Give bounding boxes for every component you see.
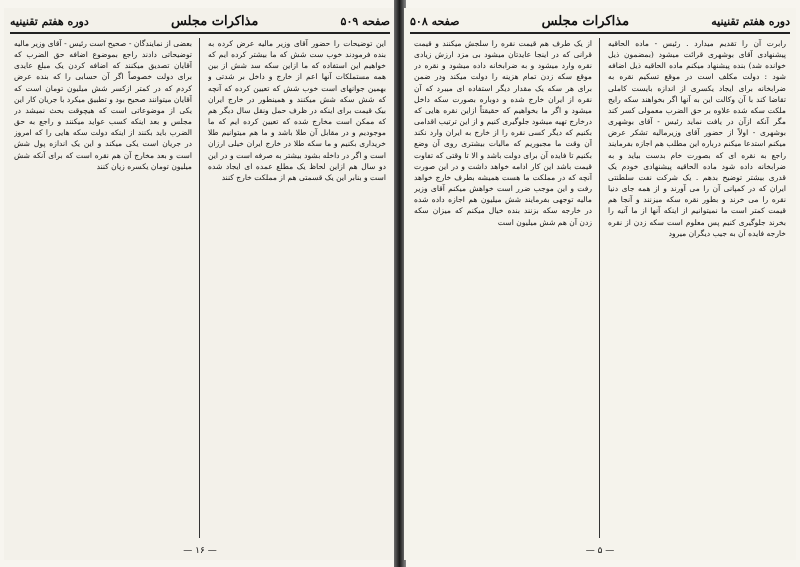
left-page-number: صفحه ۵۰۹ — [340, 14, 390, 28]
left-page-column-left: بعضی از نمایندگان - صحیح است رئیس - آقای وزیر مالیه توضیحاتی دادند راجع بموضوع اضافه حق الضرب که آقایان تصدیق میکنند که اضافه کردن یک مبلغ عایدی برای دولت خصوصاً اگر آن حسابی را که بنده عرض کردم که در کمتر ازکسر شش میلیون تومان است که آقایان میتوانند صحیح بود و تطبیق میکرد با جریان کار این یکی از موضوعاتی است که هیچوقت بحث نمیشد در مجلس و بعد اینکه کسب عواید میکنند و راجع به حق الضرب باید بکنند از اینکه دولت سکه هایی را که امروز در جریان است یکی میکند و این یک اندازه پول شش است و بعد مخارج آن هم نقره است که برای آنکه شش میلیون تومان یکسره زیان کنند — [14, 39, 192, 171]
column-divider — [199, 38, 200, 538]
left-page-session: دوره هفتم تقنینیه — [10, 14, 89, 28]
left-page-header — [10, 10, 390, 34]
right-page-title: مذاکرات مجلس — [541, 13, 630, 29]
right-page-footer: — ۵ — — [585, 546, 615, 556]
left-page-footer: — ۱۶ — — [183, 546, 217, 556]
left-page-column-right: این توضیحات را حضور آقای وزیر مالیه عرض کرده به بنده فرمودند خوب ست شش که ما بیشتر کرده ایم که خواهیم این استفاده که ما ازاین سکه سد شش از بین همه مستملکات آنها اعم از خارج و داخل بر شدتی و بهمین جوانهای است خوب شش که تعیین کرده که آنچه که شش سکه شش میکنند و همینطور در خارج ایران بیک قیمت برای اینکه در ظرف حمل ونقل سال دیگر هم که ممکن است مخارج شده که تعیین کرده ایم که ما موجودیم و در مقابل آن طلا باشد و ما هم میتوانیم طلا خریداری بکنیم و ما سکه طلا در خارج ایران خیلی ارزان است و اگر در داخله بشود بیشتر به صرفه است و در این دو سال هم ازاین لحاظ یک مطلع عمده ای ایجاد شده است و بنابر این یک قسمتی هم از مملکت خارج کنند — [208, 39, 386, 182]
right-page-column-left: از یک طرف هم قیمت نقره را سلجش میکنند و قیمت قرانی که در اینجا عایدتان میشود بی مزد ارزش زیادی نقره وارد میشود و به ضرابخانه داده میشود و نقره در موقع سکه زدن تمام هزینه را دولت میکند ودر ضمن برای هر سکه یک مقدار دیگر استفاده ای میبرد که آن نقره از ایران خارج شده و دوباره بصورت سکه داخل میشود و اگر ما بخواهیم که حقیقتاً ازاین نقره هایی که درخارج تهیه میشود جلوگیری کنیم و از این ترتیب اقدامی بکنیم که دیگر کسی نقره را از خارج به ایران وارد نکند آن وقت ما مجبوریم که مالیات بیشتری روی آن وضع بکنیم تا فایده آن برای دولت باشد و الا تا وقتی که تفاوت قیمت باشد این کار ادامه خواهد داشت و در این صورت آنچه که در مملکت ما هست همیشه بطرف خارج خواهد رفت و این موجب ضرر است خواهش میکنم آقای وزیر مالیه توجهی بفرمایند شش میلیون هم اجازه داده شده در خارجه سکه بزنند بنده خیال میکنم که میزان سکه زدن آن هم شش میلیون است — [414, 39, 592, 227]
right-page — [404, 8, 796, 560]
column-divider — [599, 38, 600, 538]
right-page-number: صفحه ۵۰۸ — [410, 14, 460, 28]
left-page — [4, 8, 396, 560]
right-page-session: دوره هفتم تقنینیه — [711, 14, 790, 28]
right-page-column-right: رابرت آن را تقدیم میدارد . رئیس - ماده الحاقیه پیشنهادی آقای بوشهری قرائت میشود (بمضمون ذیل خوانده شد) بنده پیشنهاد میکنم ماده الحاقیه ذیل اضافه شود : دولت مکلف است در موقع تسکیم نقره به ضرابخانه برای ایجاد یکسری از اندازه بایست کاملی تقاضا کند با آن وکالت این به آنها اگر بخواهند سکه رایج ملکت سکه شده علاوه بر حق الضرب معمولی کسر کند مگر آنکه ازآن در یافت نماید رئیس - آقای بوشهری بوشهری - اولاً از حضور آقای وزیرمالیه تشکر عرض میکنم استدعا میکنم درباره این مطلب هم اجازه بفرمایند راجع به نقره ای که بصورت خام بدست بیاید و به ضرابخانه داده شود ماده الحاقیه پیشنهادی خودم یک قدری بیشتر توضیح بدهم . یک شرکت نفت سلطنتی ایران که در کمپانی آن را می آورند و از همه جای دنیا نقره را می خرند و بطور نقره سکه میزنند و آنجا هم قیمت کمتر است ما نمیتوانیم از اینکه آنها از ما آتیه را بخرند جلوگیری کنیم پس معلوم است سکه زدن از نقره خارجه فایده آن به جیب دیگران میرود — [608, 39, 786, 238]
right-page-header — [410, 10, 790, 34]
left-page-title: مذاکرات مجلس — [170, 13, 259, 29]
